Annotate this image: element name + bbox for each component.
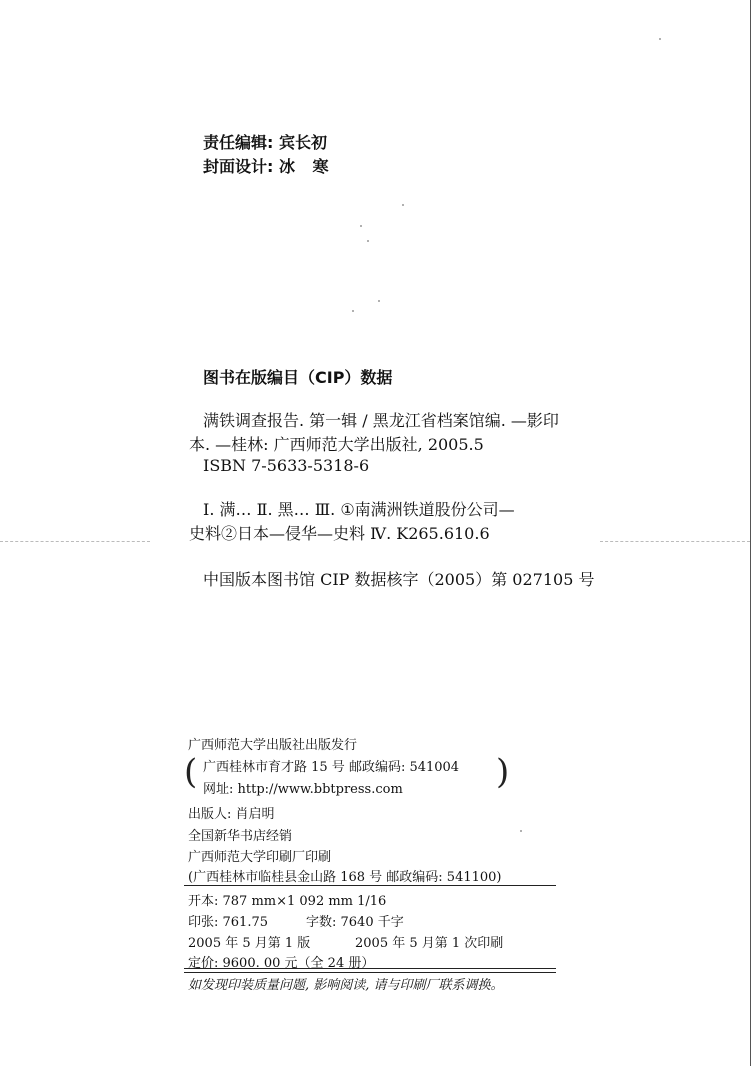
cip-record-number: 中国版本图书馆 CIP 数据核字（2005）第 027105 号 — [203, 570, 595, 589]
cip-subject-line-1: Ⅰ. 满… Ⅱ. 黑… Ⅲ. ①南满洲铁道股份公司— — [203, 500, 515, 519]
left-paren: ( — [184, 752, 198, 792]
editor-credit — [203, 130, 327, 153]
book-format: 开本: 787 mm×1 092 mm 1/16 — [188, 894, 387, 909]
cover-design-credit — [203, 154, 335, 177]
editor-name: 宾长初 — [278, 133, 327, 152]
printer-address: (广西桂林市临桂县金山路 168 号 邮政编码: 541100) — [188, 870, 502, 885]
cover-design-label: 封面设计: — [203, 157, 274, 176]
printed-sheets: 印张: 761.75 — [188, 915, 268, 930]
publisher: 广西师范大学出版社出版发行 — [188, 738, 358, 753]
right-paren: ) — [496, 752, 510, 792]
scan-dash-line — [0, 541, 150, 543]
distributor: 全国新华书店经销 — [188, 829, 293, 844]
divider-rule — [184, 885, 556, 886]
publisher-address: 广西桂林市育才路 15 号 邮政编码: 541004 — [203, 760, 460, 775]
editor-label: 责任编辑: — [203, 133, 274, 152]
scan-speck — [520, 830, 522, 832]
printing: 2005 年 5 月第 1 次印刷 — [355, 936, 504, 951]
cip-heading: 图书在版编目（CIP）数据 — [203, 368, 393, 387]
edition: 2005 年 5 月第 1 版 — [188, 936, 311, 951]
cip-isbn: ISBN 7-5633-5318-6 — [203, 456, 370, 475]
quality-notice: 如发现印装质量问题, 影响阅读, 请与印刷厂联系调换。 — [188, 978, 504, 993]
price: 定价: 9600. 00 元（全 24 册） — [188, 956, 375, 971]
scan-speck — [352, 310, 354, 312]
scan-dash-line — [600, 541, 750, 543]
cip-subject-line-2: 史料②日本—侵华—史料 Ⅳ. K265.610.6 — [189, 524, 490, 543]
scan-speck — [360, 225, 362, 227]
publisher-website: 网址: http://www.bbtpress.com — [203, 782, 403, 797]
scan-speck — [402, 204, 404, 206]
scan-speck — [378, 300, 380, 302]
scan-speck — [367, 240, 369, 242]
word-count: 字数: 7640 千字 — [306, 915, 404, 930]
cover-design-name: 冰 寒 — [278, 157, 335, 176]
cip-title-line-1: 满铁调查报告. 第一辑 / 黑龙江省档案馆编. —影印 — [203, 411, 559, 430]
publisher-person: 出版人: 肖启明 — [188, 807, 275, 822]
page-edge — [750, 0, 751, 1066]
double-rule — [184, 968, 556, 973]
cip-title-line-2: 本. —桂林: 广西师范大学出版社, 2005.5 — [189, 435, 484, 454]
printer: 广西师范大学印刷厂印刷 — [188, 850, 332, 865]
scan-speck — [659, 38, 661, 40]
